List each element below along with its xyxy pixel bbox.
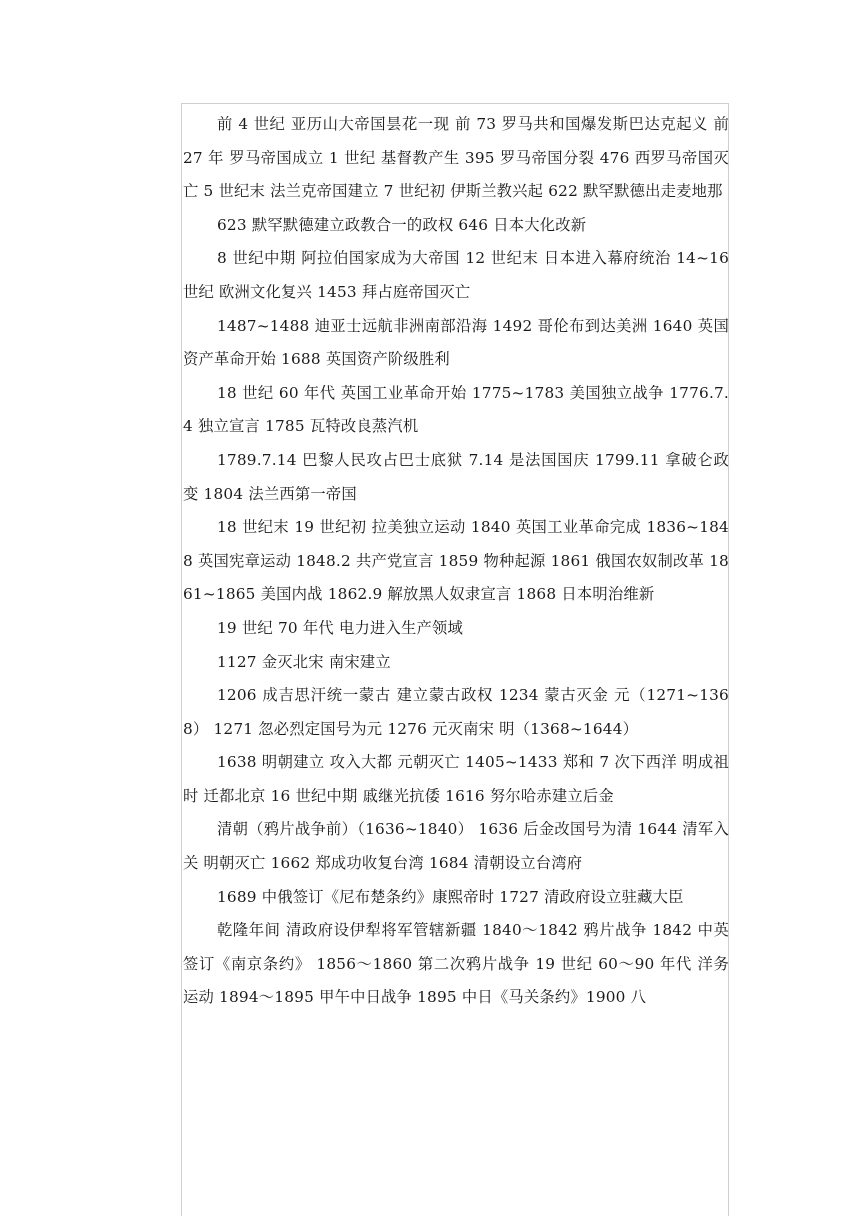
paragraph-9: 1127 金灭北宋 南宋建立 <box>217 652 391 671</box>
paragraph-3: 8 世纪中期 阿拉伯国家成为大帝国 12 世纪末 日本进入幕府统治 14~16 世纪 欧洲文化复兴 1453 拜占庭帝国灭亡 <box>183 249 729 301</box>
paragraph-7: 18 世纪末 19 世纪初 拉美独立运动 1840 英国工业革命完成 1836~1848 英国宪章运动 1848.2 共产党宣言 1859 物种起源 1861 俄国农奴制改革 1861~1865 美国内战 1862.9 解放黑人奴隶宣言 1868 日本明治维新 <box>183 518 729 604</box>
paragraph-6: 1789.7.14 巴黎人民攻占巴士底狱 7.14 是法国国庆 1799.11 拿破仑政变 1804 法兰西第一帝国 <box>183 450 729 503</box>
paragraph-12: 清朝（鸦片战争前）（1636~1840） 1636 后金改国号为清 1644 清军入关 明朝灭亡 1662 郑成功收复台湾 1684 清朝设立台湾府 <box>183 820 729 873</box>
paragraph-1: 前 4 世纪 亚历山大帝国昙花一现 前 73 罗马共和国爆发斯巴达克起义 前 27 年 罗马帝国成立 1 世纪 基督教产生 395 罗马帝国分裂 476 西罗马帝国灭亡 5 世纪末 法兰克帝国建立 7 世纪初 伊斯兰教兴起 622 默罕默德出走麦地那 <box>183 115 729 201</box>
document-body <box>183 108 729 1015</box>
paragraph-4: 1487~1488 迪亚士远航非洲南部沿海 1492 哥伦布到达美洲 1640 英国资产革命开始 1688 英国资产阶级胜利 <box>183 316 729 369</box>
paragraph-10: 1206 成吉思汗统一蒙古 建立蒙古政权 1234 蒙古灭金 元（1271~1368） 1271 忽必烈定国号为元 1276 元灭南宋 明（1368~1644） <box>183 686 729 738</box>
paragraph-14: 乾隆年间 清政府设伊犁将军管辖新疆 1840～1842 鸦片战争 1842 中英签订《南京条约》 1856～1860 第二次鸦片战争 19 世纪 60～90 年代 洋务运动 1894～1895 甲午中日战争 1895 中日《马关条约》1900 八 <box>183 921 729 1007</box>
paragraph-8: 19 世纪 70 年代 电力进入生产领域 <box>217 618 463 637</box>
paragraph-5: 18 世纪 60 年代 英国工业革命开始 1775~1783 美国独立战争 1776.7.4 独立宣言 1785 瓦特改良蒸汽机 <box>183 383 729 436</box>
paragraph-13: 1689 中俄签订《尼布楚条约》康熙帝时 1727 清政府设立驻藏大臣 <box>217 887 684 906</box>
paragraph-11: 1638 明朝建立 攻入大都 元朝灭亡 1405~1433 郑和 7 次下西洋 明成祖时 迁都北京 16 世纪中期 戚继光抗倭 1616 努尔哈赤建立后金 <box>183 753 729 805</box>
paragraph-2: 623 默罕默德建立政教合一的政权 646 日本大化改新 <box>217 215 587 234</box>
